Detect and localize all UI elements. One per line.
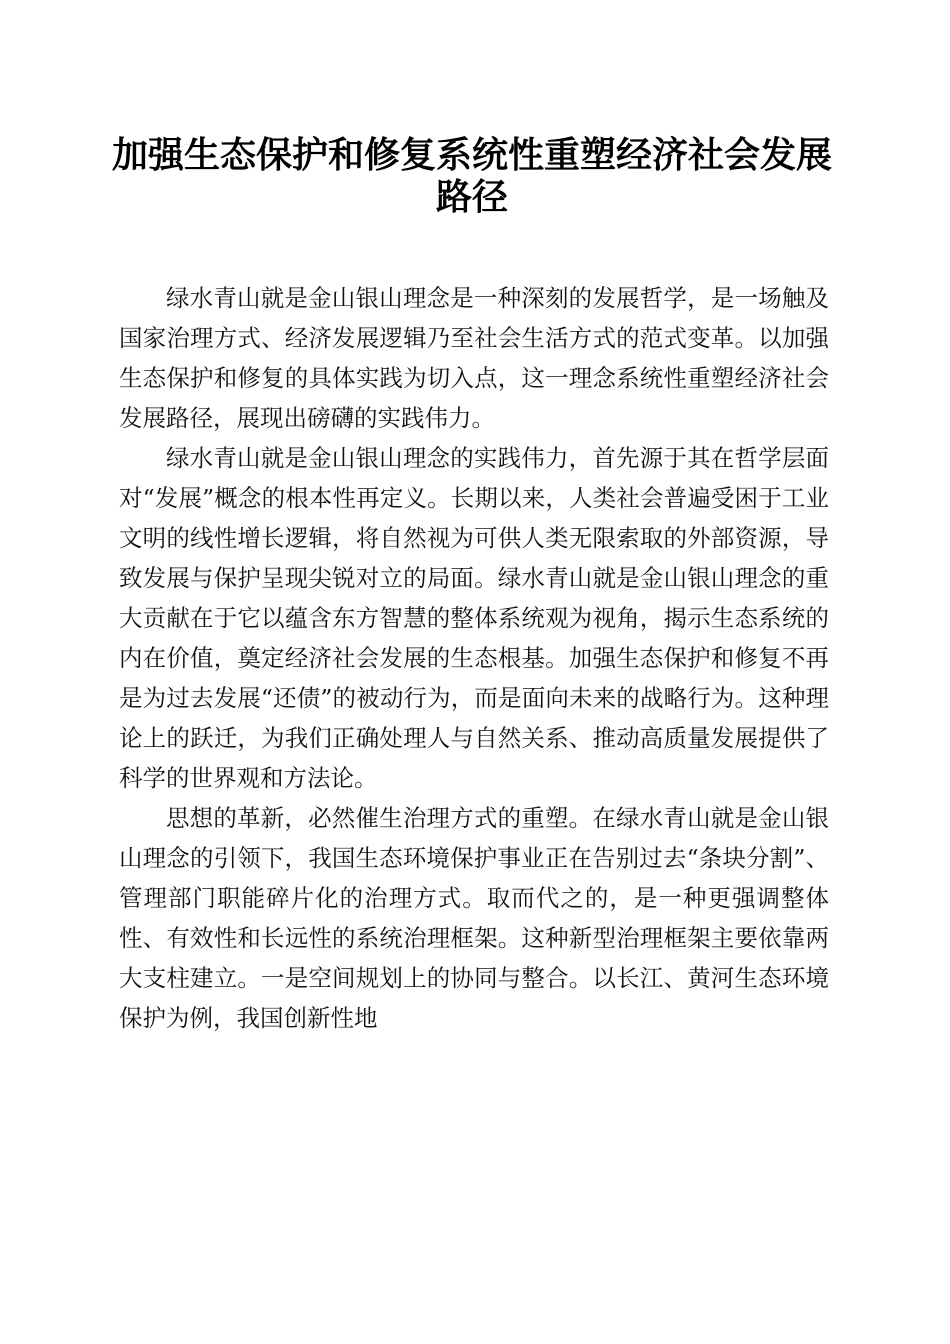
document-title: 加强生态保护和修复系统性重塑经济社会发展路径 (112, 134, 833, 218)
paragraph-1: 绿水青山就是金山银山理念是一种深刻的发展哲学，是一场触及国家治理方式、经济发展逻辑乃至社会生活方式的范式变革。以加强生态保护和修复的具体实践为切入点，这一理念系统性重塑经济社会发展路径，展现出磅礴的实践伟力。 (119, 284, 829, 432)
paragraph-3: 思想的革新，必然催生治理方式的重塑。在绿水青山就是金山银山理念的引领下，我国生态环境保护事业正在告别过去“条块分割”、管理部门职能碎片化的治理方式。取而代之的，是一种更强调整体性、有效性和长远性的系统治理框架。这种新型治理框架主要依靠两大支柱建立。一是空间规划上的协同与整合。以长江、黄河生态环境保护为例，我国创新性地 (119, 804, 829, 1032)
document-body (119, 278, 829, 1038)
paragraph-2: 绿水青山就是金山银山理念的实践伟力，首先源于其在哲学层面对“发展”概念的根本性再定义。长期以来，人类社会普遍受困于工业文明的线性增长逻辑，将自然视为可供人类无限索取的外部资源，导致发展与保护呈现尖锐对立的局面。绿水青山就是金山银山理念的重大贡献在于它以蕴含东方智慧的整体系统观为视角，揭示生态系统的内在价值，奠定经济社会发展的生态根基。加强生态保护和修复不再是为过去发展“还债”的被动行为，而是面向未来的战略行为。这种理论上的跃迁，为我们正确处理人与自然关系、推动高质量发展提供了科学的世界观和方法论。 (119, 444, 829, 792)
